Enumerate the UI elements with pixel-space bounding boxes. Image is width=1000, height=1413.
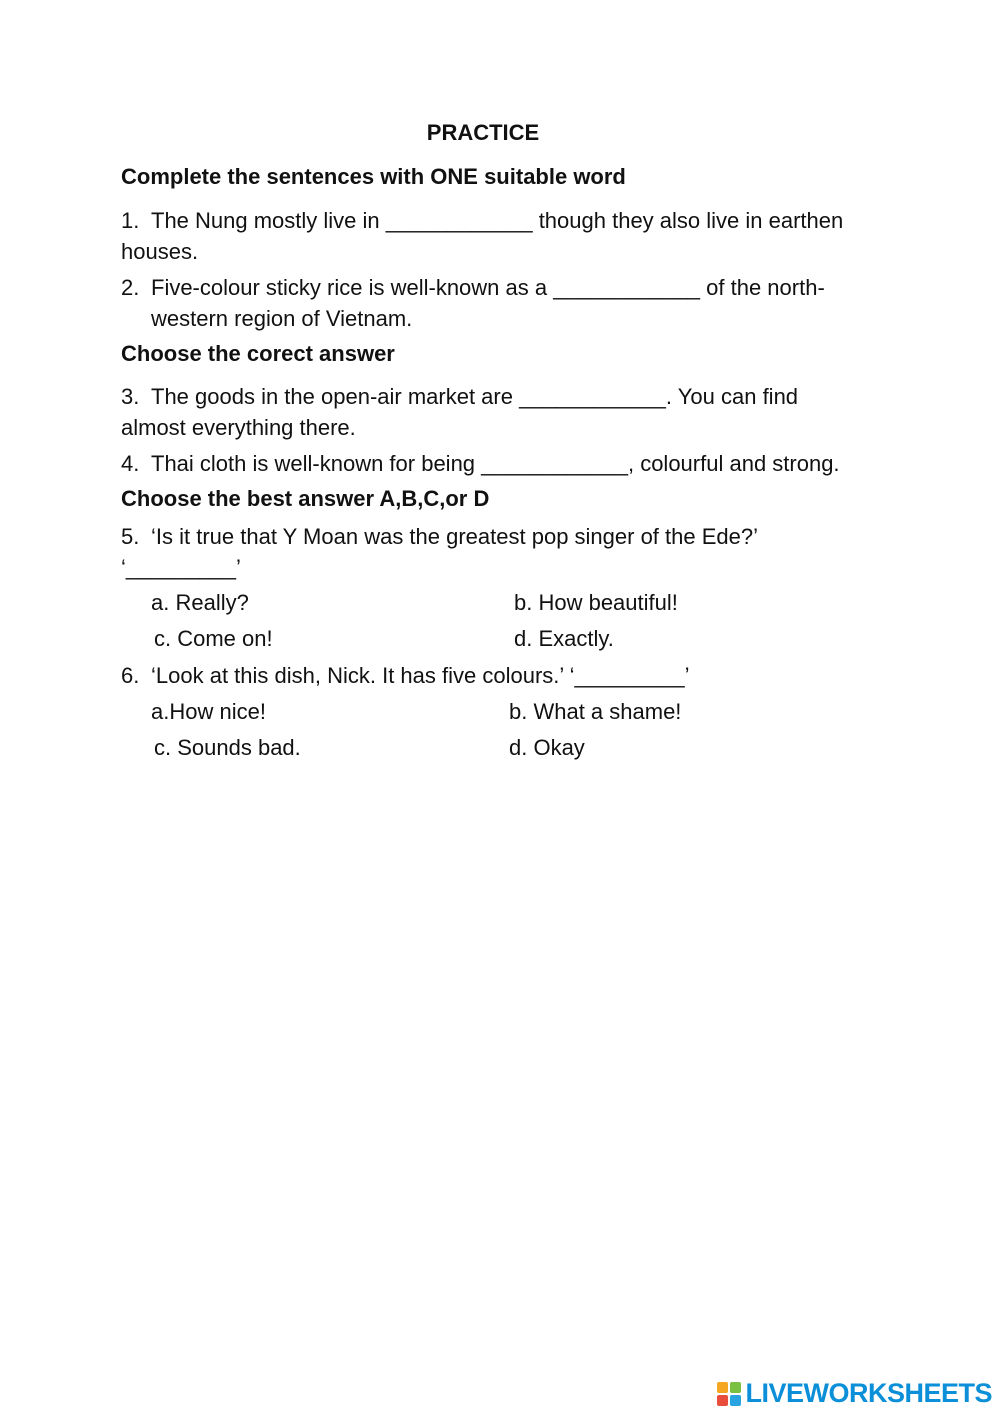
liveworksheets-logo-icon <box>717 1382 741 1406</box>
q6-option-b[interactable]: b. What a shame! <box>509 699 682 724</box>
question-5: 5. ‘Is it true that Y Moan was the greatest pop singer of the Ede?’ ‘_________’ <box>121 524 758 580</box>
section-heading-correct-answer: Choose the corect answer <box>121 341 395 366</box>
page-title: PRACTICE <box>426 120 540 145</box>
q5-option-c[interactable]: c. Come on! <box>154 626 273 651</box>
question-3: 3. The goods in the open-air market are ____________. You can find almost everything there. <box>121 384 799 440</box>
section-heading-fill-in: Complete the sentences with ONE suitable word <box>121 164 626 189</box>
section-heading-best-answer: Choose the best answer A,B,C,or D <box>121 486 490 511</box>
q6-option-d[interactable]: d. Okay <box>509 735 585 760</box>
question-4: 4. Thai cloth is well-known for being ____________, colourful and strong. <box>121 451 840 476</box>
q6-option-a[interactable]: a.How nice! <box>151 699 266 724</box>
question-6: 6. ‘Look at this dish, Nick. It has five colours.’ ‘_________’ <box>121 663 690 688</box>
logo-text: LIVEWORKSHEETS <box>745 1378 992 1408</box>
q5-option-a[interactable]: a. Really? <box>151 590 249 615</box>
q6-option-c[interactable]: c. Sounds bad. <box>154 735 301 760</box>
liveworksheets-logo <box>717 1378 992 1409</box>
question-1: 1. The Nung mostly live in ____________ though they also live in earthen houses. <box>121 208 844 264</box>
q5-option-b[interactable]: b. How beautiful! <box>514 590 678 615</box>
question-2: 2. Five-colour sticky rice is well-known as a ____________ of the north- western region of Vietnam. <box>121 275 825 331</box>
q5-option-d[interactable]: d. Exactly. <box>514 626 614 651</box>
